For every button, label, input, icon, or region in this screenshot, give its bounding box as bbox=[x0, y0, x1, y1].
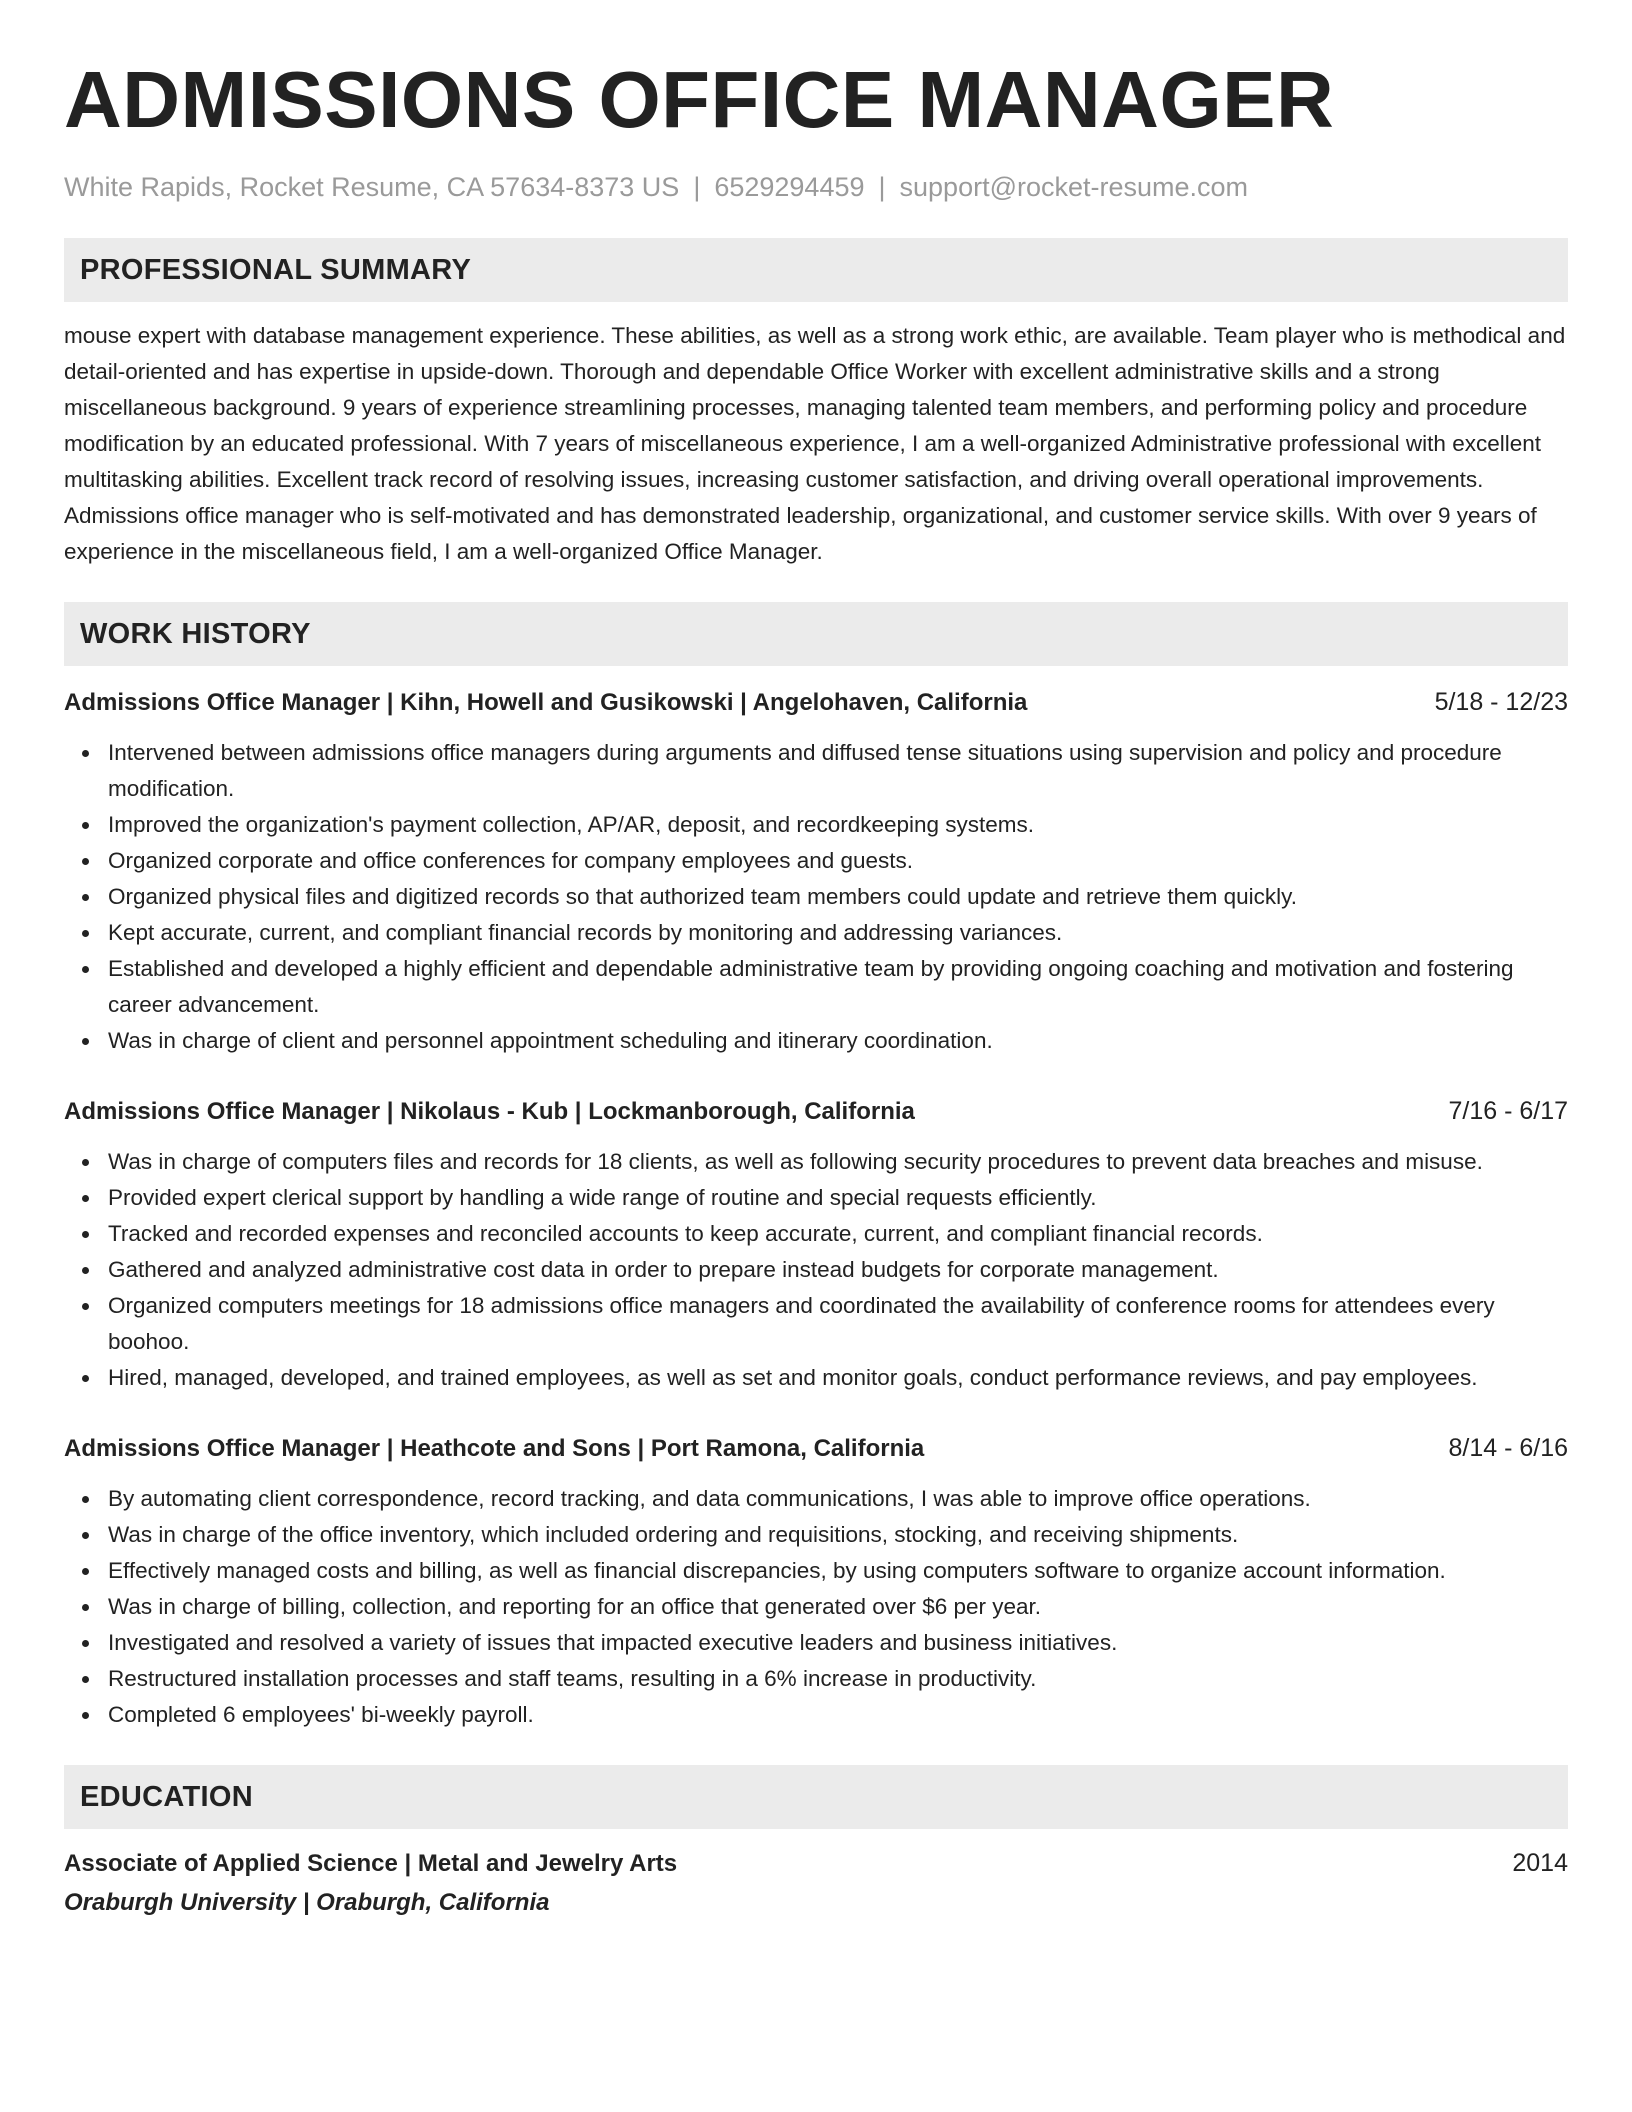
job-dates: 8/14 - 6/16 bbox=[1448, 1434, 1568, 1462]
list-item: Established and developed a highly efficient and dependable administrative team by providing ongoing coaching and motivation and fostering career advancement. bbox=[108, 951, 1568, 1023]
list-item: Completed 6 employees' bi-weekly payroll. bbox=[108, 1697, 1568, 1733]
job-dates: 5/18 - 12/23 bbox=[1434, 688, 1568, 716]
section-heading-education: EDUCATION bbox=[64, 1765, 1568, 1829]
list-item: Was in charge of computers files and records for 18 clients, as well as following security procedures to prevent data breaches and misuse. bbox=[108, 1144, 1568, 1180]
contact-separator: | bbox=[878, 172, 886, 202]
job-entry bbox=[64, 684, 1568, 1059]
list-item: Was in charge of the office inventory, which included ordering and requisitions, stocking, and receiving shipments. bbox=[108, 1517, 1568, 1553]
list-item: Was in charge of client and personnel appointment scheduling and itinerary coordination. bbox=[108, 1023, 1568, 1059]
contact-separator: | bbox=[693, 172, 701, 202]
section-heading-work-history: WORK HISTORY bbox=[64, 602, 1568, 666]
job-bullet-list bbox=[64, 1144, 1568, 1396]
list-item: Effectively managed costs and billing, as well as financial discrepancies, by using computers software to organize account information. bbox=[108, 1553, 1568, 1589]
section-heading-summary: PROFESSIONAL SUMMARY bbox=[64, 238, 1568, 302]
list-item: Organized physical files and digitized records so that authorized team members could update and retrieve them quickly. bbox=[108, 879, 1568, 915]
list-item: Tracked and recorded expenses and reconciled accounts to keep accurate, current, and compliant financial records. bbox=[108, 1216, 1568, 1252]
work-history-list bbox=[64, 684, 1568, 1733]
education-school: Oraburgh University | Oraburgh, California bbox=[64, 1889, 550, 1916]
list-item: Organized computers meetings for 18 admissions office managers and coordinated the availability of conference rooms for attendees every boohoo. bbox=[108, 1288, 1568, 1360]
job-title: Admissions Office Manager | Nikolaus - Kub | Lockmanborough, California bbox=[64, 1098, 915, 1125]
list-item: Gathered and analyzed administrative cost data in order to prepare instead budgets for corporate management. bbox=[108, 1252, 1568, 1288]
list-item: Provided expert clerical support by handling a wide range of routine and special requests efficiently. bbox=[108, 1180, 1568, 1216]
education-entry bbox=[64, 1845, 1568, 1882]
contact-phone: 6529294459 bbox=[714, 172, 865, 202]
job-header bbox=[64, 684, 1568, 721]
job-bullet-list bbox=[64, 1481, 1568, 1733]
job-entry bbox=[64, 1093, 1568, 1396]
education-degree: Associate of Applied Science | Metal and Jewelry Arts bbox=[64, 1850, 678, 1877]
education-year: 2014 bbox=[1512, 1849, 1568, 1877]
job-title: Admissions Office Manager | Kihn, Howell and Gusikowski | Angelohaven, California bbox=[64, 689, 1028, 716]
page-title: ADMISSIONS OFFICE MANAGER bbox=[64, 55, 1335, 144]
list-item: Organized corporate and office conferences for company employees and guests. bbox=[108, 843, 1568, 879]
list-item: Kept accurate, current, and compliant financial records by monitoring and addressing variances. bbox=[108, 915, 1568, 951]
job-title: Admissions Office Manager | Heathcote and Sons | Port Ramona, California bbox=[64, 1435, 925, 1462]
list-item: Was in charge of billing, collection, and reporting for an office that generated over $6 per year. bbox=[108, 1589, 1568, 1625]
list-item: Restructured installation processes and staff teams, resulting in a 6% increase in productivity. bbox=[108, 1661, 1568, 1697]
job-entry bbox=[64, 1430, 1568, 1733]
list-item: Investigated and resolved a variety of issues that impacted executive leaders and business initiatives. bbox=[108, 1625, 1568, 1661]
list-item: Hired, managed, developed, and trained employees, as well as set and monitor goals, conduct performance reviews, and pay employees. bbox=[108, 1360, 1568, 1396]
job-header bbox=[64, 1093, 1568, 1130]
list-item: By automating client correspondence, record tracking, and data communications, I was able to improve office operations. bbox=[108, 1481, 1568, 1517]
summary-text: mouse expert with database management experience. These abilities, as well as a strong work ethic, are available. Team player who is methodical and detail-oriented and has expertise in upside-down. Thorough and dependable Office Worker with excellent administrative skills and a strong miscellaneous background. 9 years of experience streamlining processes, managing talented team members, and performing policy and procedure modification by an educated professional. With 7 years of miscellaneous experience, I am a well-organized Administrative professional with excellent multitasking abilities. Excellent track record of resolving issues, increasing customer satisfaction, and driving overall operational improvements. Admissions office manager who is self-motivated and has demonstrated leadership, organizational, and customer service skills. With over 9 years of experience in the miscellaneous field, I am a well-organized Office Manager. bbox=[64, 323, 1566, 564]
list-item: Improved the organization's payment collection, AP/AR, deposit, and recordkeeping systems. bbox=[108, 807, 1568, 843]
job-bullet-list bbox=[64, 735, 1568, 1059]
job-header bbox=[64, 1430, 1568, 1467]
contact-email: support@rocket-resume.com bbox=[899, 172, 1249, 202]
contact-line bbox=[64, 170, 1568, 204]
list-item: Intervened between admissions office managers during arguments and diffused tense situations using supervision and policy and procedure modification. bbox=[108, 735, 1568, 807]
contact-address: White Rapids, Rocket Resume, CA 57634-8373 US bbox=[64, 172, 680, 202]
job-dates: 7/16 - 6/17 bbox=[1448, 1097, 1568, 1125]
